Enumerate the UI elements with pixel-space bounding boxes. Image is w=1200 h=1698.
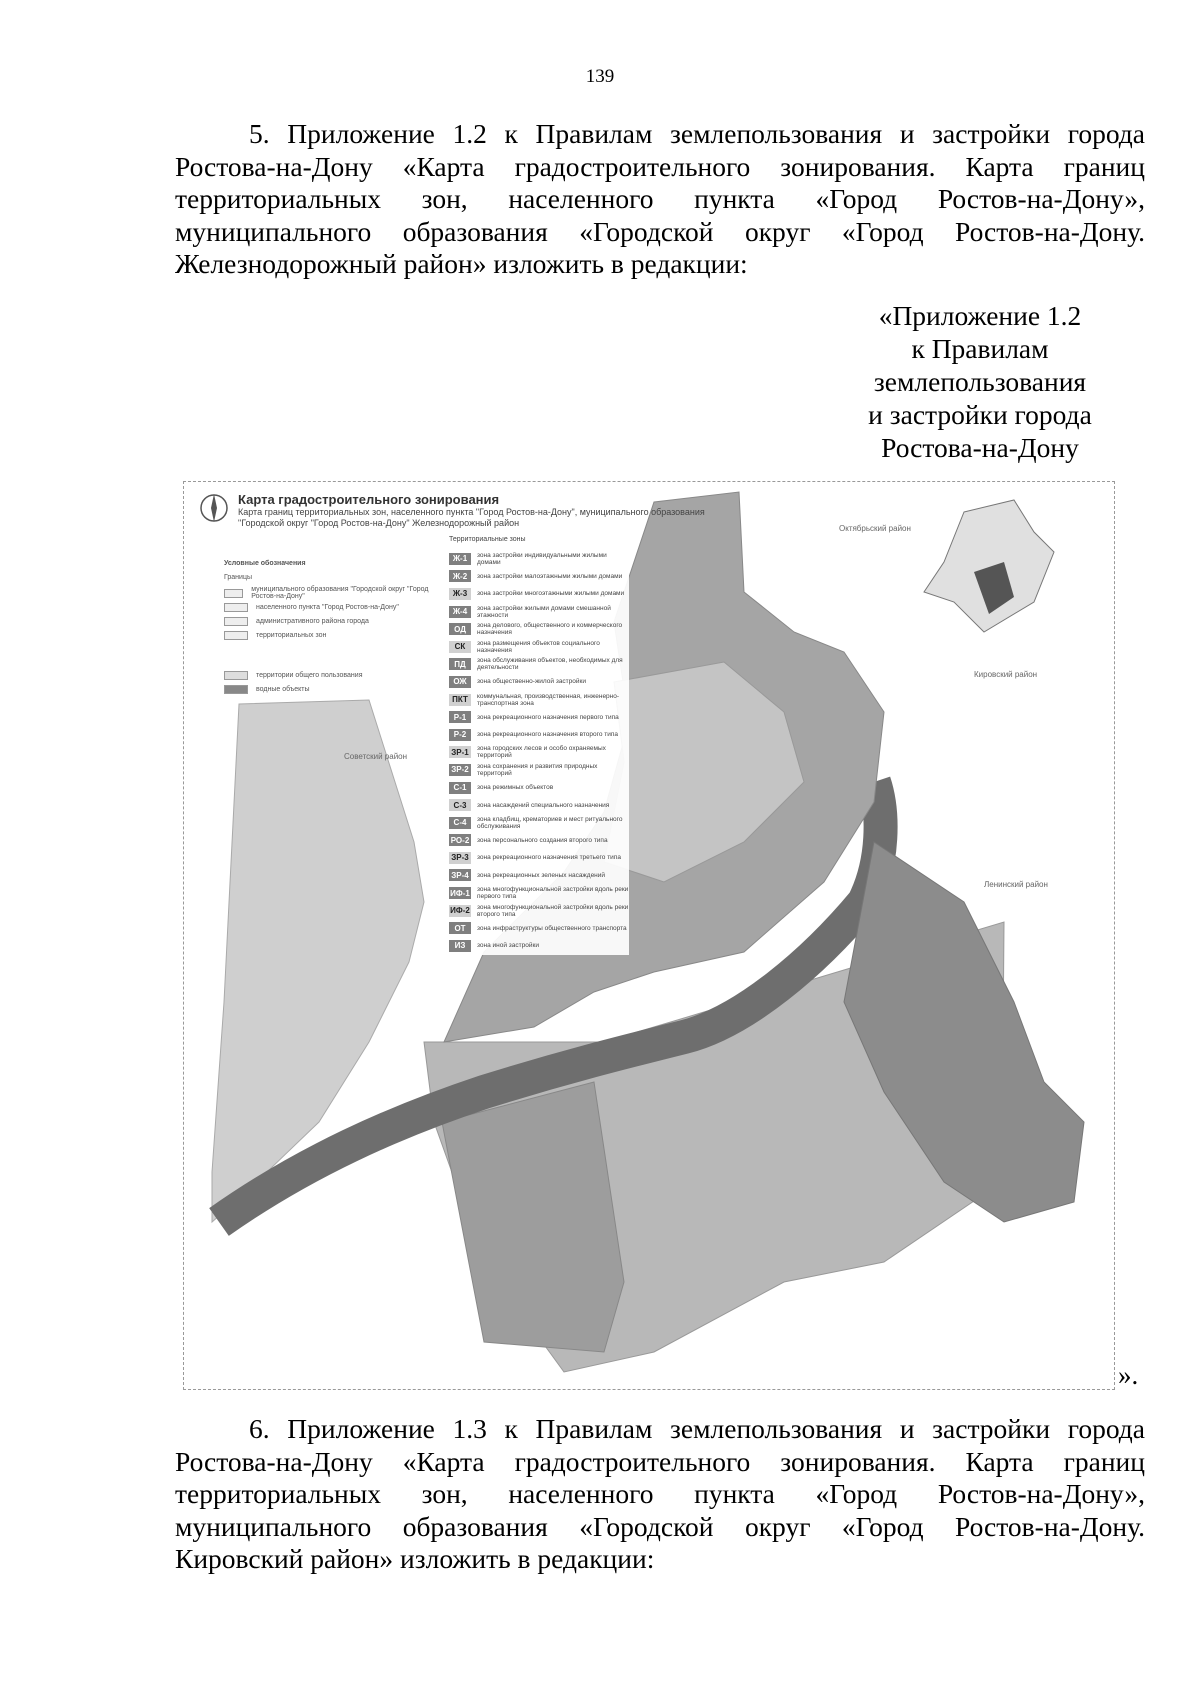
zone-code-badge: ИФ-2: [450, 906, 470, 916]
appendix-line: Ростова-на-Дону: [881, 432, 1079, 463]
district-label: Советский район: [344, 752, 408, 761]
zone-legend-row: [449, 937, 629, 955]
zone-description: зона кладбищ, крематориев и мест ритуального обслуживания: [477, 815, 623, 830]
zone-description: зона застройки жилыми домами смешанной этажности: [477, 604, 611, 619]
zone-description: коммунальная, производственная, инженерно-транспортная зона: [477, 692, 620, 707]
zone-code-badge: Р-1: [449, 711, 471, 723]
paragraph-5: [175, 118, 1145, 281]
legend-item: территории общего пользования: [224, 668, 434, 682]
paragraph-line: муниципального образования «Городской округ «Город Ростов-на-Дону.: [175, 215, 1145, 247]
zone-code-badge: Ж-4: [449, 606, 471, 618]
district-label: Октябрьский район: [839, 524, 911, 533]
zone-description: зона режимных объектов: [477, 784, 554, 792]
paragraph-line: Кировский район» изложить в редакции:: [175, 1543, 655, 1574]
zone-description: зона рекреационных зеленых насаждений: [477, 871, 606, 879]
zone-code-badge: ЗР-1: [449, 746, 471, 758]
paragraph-line: Ростова-на-Дону «Карта градостроительного зонирования. Карта границ: [175, 1445, 1145, 1477]
zone-code-badge: ОЖ: [449, 676, 471, 688]
appendix-line: и застройки города: [868, 399, 1092, 430]
zone-code-badge: С-1: [449, 782, 471, 794]
zone-code-badge: С-4: [449, 817, 471, 829]
paragraph-line: территориальных зон, населенного пункта «Город Ростов-на-Дону»,: [175, 183, 1145, 214]
paragraph-line: территориальных зон, населенного пункта «Город Ростов-на-Дону»,: [175, 1478, 1145, 1509]
zone-description: зона застройки многоэтажными жилыми домами: [477, 590, 625, 598]
appendix-header: [830, 299, 1130, 464]
zone-legend-row: [449, 919, 629, 937]
zone-description: зона многофункциональной застройки вдоль реки второго типа: [477, 903, 629, 918]
compass-icon: [198, 492, 230, 524]
legend-item: муниципального образования "Городской округ "Город Ростов-на-Дону": [224, 586, 434, 600]
legend-swatch: [224, 631, 248, 640]
paragraph-line: Ростова-на-Дону «Карта градостроительного зонирования. Карта границ: [175, 150, 1145, 182]
zone-code-badge: ИФ-1: [450, 888, 470, 898]
zone-code-badge: СК: [449, 641, 471, 653]
zone-description: зона рекреационного назначения третьего типа: [477, 854, 621, 862]
zone-code-badge: ОД: [449, 623, 471, 635]
paragraph-6: [175, 1413, 1145, 1576]
zone-legend-row: [449, 902, 629, 920]
legend-item: водные объекты: [224, 682, 434, 696]
legend-item: административного района города: [224, 614, 434, 628]
zone-description: зона городских лесов и особо охраняемых территорий: [477, 745, 606, 760]
appendix-line: землепользования: [873, 366, 1087, 397]
zone-code-badge: Ж-2: [449, 570, 471, 582]
zone-description: зона многофункциональной застройки вдоль реки первого типа: [477, 886, 629, 901]
zone-description: зона размещения объектов социального назначения: [477, 639, 600, 654]
zone-code-badge: ПД: [449, 658, 471, 670]
zone-description: зона общественно-жилой застройки: [477, 678, 586, 686]
map-legend: [224, 560, 434, 696]
zone-legend-row: [449, 691, 629, 709]
closing-quote: ».: [1118, 1360, 1139, 1390]
zone-code-badge: Ж-1: [449, 553, 471, 565]
zone-description: зона персонального создания второго типа: [477, 836, 608, 844]
zone-legend-row: [449, 884, 629, 902]
zoning-map: [183, 481, 1115, 1390]
legend-swatch: [224, 589, 243, 598]
zone-description: зона сохранения и развития природных территорий: [477, 762, 598, 777]
zone-description: зона насаждений специального назначения: [477, 801, 610, 809]
district-label: Ленинский район: [984, 880, 1048, 889]
legend-item: населенного пункта "Город Ростов-на-Дону": [224, 600, 434, 614]
appendix-line: «Приложение 1.2: [878, 300, 1082, 331]
zone-legend-row: [449, 744, 629, 762]
zone-legend-row: [449, 814, 629, 832]
zone-legend: [449, 536, 629, 955]
zone-legend-row: [449, 638, 629, 656]
legend-swatch: [224, 685, 248, 694]
zone-legend-row: [449, 796, 629, 814]
zone-code-badge: ЗР-3: [449, 852, 471, 864]
zone-legend-row: [449, 620, 629, 638]
zone-legend-row: [449, 779, 629, 797]
legend-heading: Условные обозначения: [224, 560, 306, 567]
zone-legend-row: [449, 673, 629, 691]
zone-legend-row: [449, 568, 629, 586]
legend-swatch: [224, 603, 248, 612]
legend-item: территориальных зон: [224, 628, 434, 642]
zone-legend-row: [449, 585, 629, 603]
paragraph-line: 5. Приложение 1.2 к Правилам землепользования и застройки города: [249, 118, 1145, 149]
zone-description: зона рекреационного назначения первого типа: [477, 713, 619, 721]
zone-description: зона обслуживания объектов, необходимых для деятельности: [477, 657, 623, 672]
paragraph-line: 6. Приложение 1.3 к Правилам землепользования и застройки города: [249, 1413, 1145, 1444]
zone-legend-row: [449, 603, 629, 621]
legend-swatch: [224, 617, 248, 626]
zone-legend-row: [449, 867, 629, 885]
page-number: 139: [585, 66, 615, 87]
map-title: Карта градостроительного зонирования: [238, 492, 500, 507]
zone-code-badge: Р-2: [449, 729, 471, 741]
map-title-block: [198, 492, 718, 529]
zone-code-badge: ПКТ: [449, 694, 471, 706]
zone-code-badge: ЗР-4: [449, 869, 471, 881]
zone-legend-row: [449, 708, 629, 726]
zone-description: зона иной застройки: [477, 942, 539, 950]
zone-code-badge: ОТ: [449, 922, 471, 934]
map-area-southwest: [442, 1082, 624, 1352]
zone-description: зона делового, общественного и коммерческого назначения: [477, 622, 623, 637]
zone-legend-row: [449, 656, 629, 674]
zone-code-badge: РО-2: [450, 835, 470, 845]
map-subtitle: Карта границ территориальных зон, населенного пункта "Город Ростов-на-Дону", муниципального образования "Городской округ "Город Ростов-на-Дону" Железнодорожный район: [238, 507, 705, 528]
zone-code-badge: ЗР-2: [449, 764, 471, 776]
zone-legend-row: [449, 550, 629, 568]
zone-legend-row: [449, 849, 629, 867]
paragraph-line: Железнодорожный район» изложить в редакции:: [175, 248, 748, 279]
appendix-line: к Правилам: [911, 333, 1049, 364]
zone-description: зона застройки малоэтажными жилыми домами: [477, 572, 623, 580]
zone-code-badge: Ж-3: [449, 588, 471, 600]
zone-legend-row: [449, 726, 629, 744]
zones-heading: Территориальные зоны: [449, 536, 526, 543]
district-label: Кировский район: [974, 670, 1038, 679]
paragraph-line: муниципального образования «Городской округ «Город Ростов-на-Дону.: [175, 1510, 1145, 1542]
zone-description: зона инфраструктуры общественного транспорта: [477, 924, 627, 932]
zone-legend-row: [449, 761, 629, 779]
zone-legend-row: [449, 832, 629, 850]
zone-code-badge: ИЗ: [449, 940, 471, 952]
legend-group: Границы: [224, 574, 252, 581]
legend-swatch: [224, 671, 248, 680]
zone-code-badge: С-3: [449, 799, 471, 811]
zone-description: зона застройки индивидуальными жилыми домами: [477, 551, 607, 566]
zone-description: зона рекреационного назначения второго типа: [477, 731, 619, 739]
